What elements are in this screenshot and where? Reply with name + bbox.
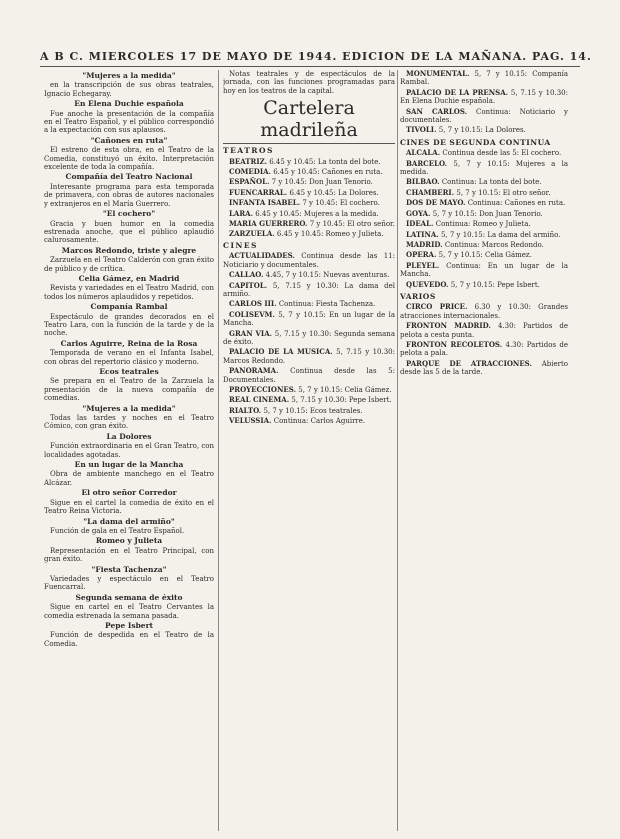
listing-venue: FUENCARRAL.: [229, 187, 288, 197]
listing-details: 6.30 y 10.30: Grandes atracciones internacionales.: [400, 303, 568, 320]
listing-entry: [400, 241, 568, 249]
listing-venue: LATINA.: [406, 229, 439, 239]
right-intro-list: [400, 70, 568, 135]
article-text: Temporada de verano en el Infanta Isabel, con obras del repertorio clásico y moderno.: [44, 349, 214, 366]
listing-venue: VELUSSIA.: [229, 416, 272, 426]
listing-entry: [223, 230, 395, 238]
article-heading: "Mujeres a la medida": [82, 71, 176, 80]
listing-entry: [400, 89, 568, 106]
listing-details: 5, 7 y 10.15: Mujeres a la medida.: [400, 159, 568, 177]
listing-entry: [223, 348, 395, 365]
cines-heading: CINES: [223, 240, 258, 250]
article-text: Obra de ambiente manchego en el Teatro Alcázar.: [44, 470, 214, 487]
listing-details: Continua desde las 5: El cochero.: [440, 149, 562, 158]
article-heading: Romeo y Julieta: [95, 536, 163, 546]
article-heading: Ecos teatrales: [99, 367, 159, 376]
listing-venue: MARIA GUERRERO.: [229, 219, 308, 229]
listing-details: Continua: En un lugar de la Mancha.: [400, 261, 568, 279]
listing-details: 5, 7.15 y 10.30: En Elena Duchie española.: [400, 88, 568, 106]
listing-venue: CARLOS III.: [229, 299, 277, 309]
listing-venue: GRAN VIA.: [229, 328, 273, 338]
listing-entry: [223, 282, 395, 299]
article-heading: "Fiesta Tachenza": [91, 564, 167, 574]
article-text: Gracia y buen humor en la comedia estrenada anoche, que el público aplaudió calurosamente.: [44, 219, 214, 245]
article-text: Fue anoche la presentación de la compañía en el Teatro Español, y el público correspondió a la expectación con sus aplausos.: [44, 109, 214, 135]
article-heading: "La dama del armiño": [83, 516, 175, 526]
column-rule: [397, 70, 398, 831]
listing-entry: [223, 271, 395, 279]
listing-venue: QUEVEDO.: [406, 279, 449, 289]
article-text: Todas las tardes y noches en el Teatro Cómico, con gran éxito.: [44, 414, 214, 431]
listing-details: 5, 7 y 10.15: Pepe Isbert.: [448, 280, 540, 289]
listing-details: 7 y 10.45: Don Juan Tenorio.: [269, 178, 373, 187]
estreno-heading: CINES DE SEGUNDA CONTINUA: [400, 137, 551, 147]
article-heading: La Dolores: [106, 431, 152, 441]
listing-details: Continua: La tonta del bote.: [439, 178, 542, 187]
article-text: Zarzuela en el Teatro Calderón con gran éxito de público y de crítica.: [44, 256, 214, 273]
listing-venue: OPERA.: [406, 250, 437, 260]
article-text: Se prepara en el Teatro de la Zarzuela la presentación de la nueva compañía de comedias.: [44, 377, 214, 403]
article-heading: Marcos Redondo, triste y alegre: [61, 245, 197, 255]
left-column: [44, 70, 214, 831]
listing-details: 5, 7 y 10.15: Don Juan Tenorio.: [430, 209, 543, 218]
listing-details: Continua desde las 5: Documentales.: [223, 367, 395, 384]
listing-entry: [400, 220, 568, 228]
listing-entry: [223, 178, 395, 186]
listing-venue: ESPAÑOL.: [229, 177, 270, 187]
article-heading: Carlos Aguirre, Reina de la Rosa: [60, 338, 198, 348]
article-heading: Companía Rambal: [90, 302, 168, 312]
listing-entry: [400, 360, 568, 377]
estreno-list: [400, 149, 568, 289]
listing-entry: [223, 189, 395, 197]
listing-entry: [223, 330, 395, 347]
listing-entry: [223, 407, 395, 415]
listing-entry: [223, 252, 395, 269]
listing-details: 6.45 y 10.45: Mujeres a la medida.: [253, 209, 379, 218]
listing-entry: [223, 386, 395, 394]
listing-venue: TIVOLI.: [406, 125, 437, 135]
listing-details: Continua: Fiesta Tachenza.: [276, 300, 376, 309]
teatros-heading: TEATROS: [223, 146, 274, 156]
listing-entry: [223, 158, 395, 166]
article-heading: Pepe Isbert: [105, 620, 153, 630]
listing-venue: CAPITOL.: [229, 280, 268, 290]
middle-column: [223, 70, 395, 831]
listing-entry: [400, 262, 568, 279]
article-heading: Segunda semana de éxito: [75, 592, 183, 602]
intro-text: Notas teatrales y de espectáculos de la jornada, con las funciones programadas para hoy en los teatros de la capital.: [223, 70, 395, 95]
listing-entry: [223, 311, 395, 328]
listing-entry: [400, 149, 568, 157]
listing-entry: [223, 210, 395, 218]
listing-entry: [223, 220, 395, 228]
listing-entry: [223, 367, 395, 384]
listing-entry: [400, 231, 568, 239]
listing-details: 6.45 y 10.45: La tonta del bote.: [267, 157, 381, 166]
listing-venue: ACTUALIDADES.: [229, 251, 295, 261]
listing-entry: [400, 126, 568, 134]
listing-venue: FRONTON RECOLETOS.: [406, 339, 503, 349]
listing-details: Continua: Cañones en ruta.: [465, 199, 566, 208]
listing-venue: PALACIO DE LA MUSICA.: [229, 347, 333, 357]
listing-details: 4.30: Partidos de pelota a pala.: [400, 340, 568, 358]
title-rule: [223, 143, 395, 144]
listing-entry: [223, 300, 395, 308]
listing-venue: COLISEVM.: [229, 309, 275, 319]
article-text: Representación en el Teatro Principal, con gran éxito.: [44, 546, 214, 564]
listing-details: 5, 7.15 y 10.30: Pepe Isbert.: [289, 396, 392, 405]
listing-venue: INFANTA ISABEL.: [229, 198, 301, 208]
listing-details: Continua: Carlos Aguirre.: [271, 417, 366, 426]
listing-venue: RIALTO.: [229, 405, 262, 415]
listing-details: 5, 7 y 10.15: La Dolores.: [436, 126, 526, 135]
listing-details: 4.30: Partidos de pelota a cesta punta.: [400, 322, 568, 339]
page-header: A B C. MIERCOLES 17 DE MAYO DE 1944. EDICION DE LA MAÑANA. PAG. 14.: [40, 50, 592, 63]
listing-details: Abierto desde las 5 de la tarde.: [400, 359, 568, 377]
listing-entry: [400, 108, 568, 125]
listing-details: 5, 7 y 10.15: Ecos teatrales.: [261, 406, 363, 415]
listing-venue: MONUMENTAL.: [406, 70, 470, 78]
article-text: Función de despedida en el Teatro de la Comedia.: [44, 631, 214, 648]
listing-details: 4.45, 7 y 10.15: Nuevas aventuras.: [263, 271, 390, 280]
listing-entry: [400, 199, 568, 207]
article-heading: "Cañones en ruta": [90, 135, 168, 145]
listing-venue: BARCELO.: [406, 158, 448, 168]
listing-details: 7 y 10.45: El cochero.: [300, 199, 380, 208]
listing-details: Continua desde las 11: Noticiario y documentales.: [223, 252, 395, 269]
listing-entry: [400, 189, 568, 197]
listing-details: 6.45 y 10.45: Cañones en ruta.: [270, 168, 383, 177]
listing-venue: COMEDIA.: [229, 167, 271, 177]
listing-details: 5, 7 y 10.15: Celia Gámez.: [296, 385, 392, 394]
listing-venue: BILBAO.: [406, 177, 440, 187]
listing-venue: PROYECCIONES.: [229, 384, 297, 394]
column-rule: [218, 70, 219, 831]
listing-details: 5, 7.15 y 10.30: Marcos Redondo.: [223, 348, 395, 365]
listing-venue: CHAMBERI.: [406, 187, 455, 197]
article-heading: "Mujeres a la medida": [82, 403, 176, 413]
listing-details: 5, 7 y 10.15: El otro señor.: [454, 188, 551, 197]
varios-heading: VARIOS: [400, 291, 436, 301]
listing-entry: [223, 396, 395, 404]
listing-entry: [400, 251, 568, 259]
listing-details: 6.45 y 10.45: Romeo y Julieta.: [274, 230, 384, 239]
listing-venue: ALCALA.: [406, 148, 441, 158]
listing-entry: [400, 178, 568, 186]
listing-details: 5, 7.15 y 10.30: La dama del armiño.: [223, 281, 395, 298]
article-heading: Celia Gámez, en Madrid: [78, 273, 180, 283]
listing-entry: [400, 281, 568, 289]
listing-entry: [223, 199, 395, 207]
article-text: Interesante programa para esta temporada de primavera, con obras de autores nacionales y extranjeros en el María Guerrero.: [44, 182, 214, 208]
listing-details: 5, 7 y 10.15: La dama del armiño.: [438, 230, 561, 239]
article-text: Espectáculo de grandes decorados en el Teatro Lara, con la función de la tarde y de la noche.: [44, 312, 214, 338]
article-text: El estreno de esta obra, en el Teatro de la Comedia, constituyó un éxito. Interpretación excelente de toda la compañía.: [44, 146, 214, 172]
article-text: Función de gala en el Teatro Español.: [50, 526, 185, 535]
listing-details: Continua: Noticiario y documentales.: [400, 107, 568, 125]
cines-list: [223, 252, 395, 425]
listing-venue: DOS DE MAYO.: [406, 198, 466, 208]
listing-venue: PLEYEL.: [406, 260, 440, 270]
varios-list: [400, 303, 568, 376]
listing-details: 7 y 10.45: El otro señor.: [307, 220, 395, 229]
listing-venue: CALLAO.: [229, 270, 264, 280]
listing-venue: PALACIO DE LA PRENSA.: [406, 87, 509, 97]
listing-entry: [400, 210, 568, 218]
article-text: Variedades y espectáculo en el Teatro Fuencarral.: [44, 574, 214, 592]
listing-entry: [400, 322, 568, 339]
listing-venue: CIRCO PRICE.: [406, 302, 468, 312]
right-column: [400, 70, 568, 831]
listing-details: 5, 7 y 10.15: Celia Gámez.: [436, 251, 532, 260]
article-heading: "El cochero": [102, 209, 156, 219]
listing-details: 5, 7 y 10.15: En un lugar de la Mancha.: [223, 310, 395, 328]
listing-venue: LARA.: [229, 208, 254, 218]
listing-entry: [223, 168, 395, 176]
listing-details: 5, 7.15 y 10.30: Segunda semana de éxito.: [223, 329, 395, 346]
listing-venue: FRONTON MADRID.: [406, 321, 491, 331]
listing-entry: [223, 417, 395, 425]
article-text: Sigue en cartel en el Teatro Cervantes la comedia estrenada la semana pasada.: [44, 603, 214, 620]
listing-venue: MADRID.: [406, 239, 443, 249]
listing-venue: ZARZUELA.: [229, 229, 275, 239]
listing-entry: [400, 303, 568, 320]
listing-venue: SAN CARLOS.: [406, 106, 468, 116]
listing-details: Continua: Marcos Redondo.: [442, 240, 544, 249]
article-text: Sigue en el cartel la comedia de éxito en el Teatro Reina Victoria.: [44, 498, 214, 516]
listing-venue: BEATRIZ.: [229, 156, 268, 166]
listing-entry: [400, 160, 568, 177]
listing-entry: [400, 341, 568, 358]
header-rule: [40, 66, 580, 67]
listing-venue: GOYA.: [406, 208, 431, 218]
article-heading: En Elena Duchie española: [74, 99, 184, 109]
listing-venue: REAL CINEMA.: [229, 395, 290, 405]
listing-details: Continua: Romeo y Julieta.: [433, 220, 531, 229]
listing-entry: [400, 70, 568, 87]
article-heading: En un lugar de la Mancha: [74, 460, 184, 470]
article-text: Función extraordinaria en el Gran Teatro, con localidades agotadas.: [44, 442, 214, 459]
listing-venue: IDEAL.: [406, 219, 434, 229]
teatros-list: [223, 158, 395, 239]
listing-details: 6.45 y 10.45: La Dolores.: [287, 188, 379, 197]
article-heading: El otro señor Corredor: [81, 488, 177, 498]
listing-venue: PARQUE DE ATRACCIONES.: [406, 358, 532, 368]
article-heading: Compañía del Teatro Nacional: [65, 172, 193, 182]
article-text: Revista y variedades en el Teatro Madrid, con todos los números aplaudidos y repetidos.: [44, 284, 214, 301]
article-text: en la transcripción de sus obras teatrales, Ignacio Echegaray.: [44, 81, 214, 98]
cartelera-title: Cartelera madrileña: [260, 97, 358, 142]
listing-venue: PANORAMA.: [229, 366, 279, 376]
listing-details: 5, 7 y 10.15: Companía Rambal.: [400, 70, 568, 87]
